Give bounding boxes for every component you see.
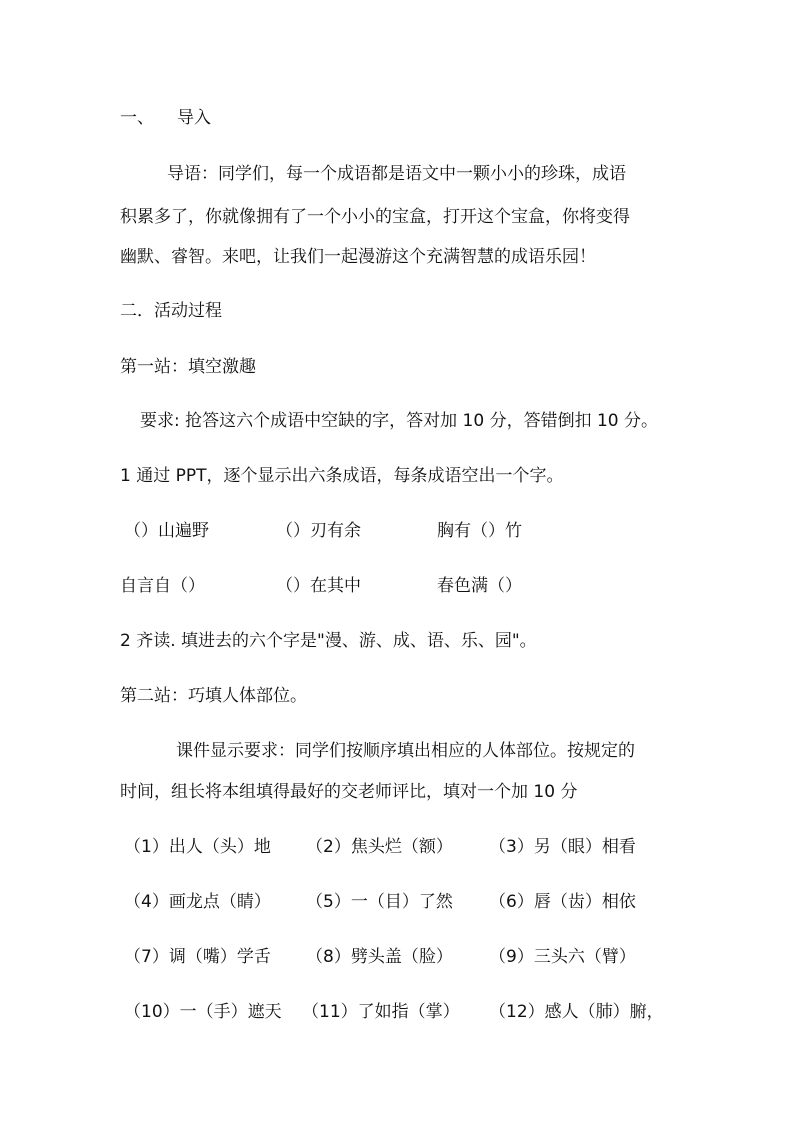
idiom-blank: 春色满（） [437,576,522,596]
body-part-item: （4）画龙点（睛） [124,892,271,912]
idiom-blank: （）在其中 [276,576,361,596]
body-part-item: （6）唇（齿）相依 [489,892,636,912]
idiom-blank: （）刃有余 [276,521,361,541]
station-1-step-1: 1 通过 PPT，逐个显示出六条成语，每条成语空出一个字。 [120,466,564,486]
station-2-title: 第二站：巧填人体部位。 [120,686,307,706]
section-2-title: 二．活动过程 [120,301,222,321]
body-part-item: （5）一（目）了然 [306,892,453,912]
body-part-item: （8）劈头盖（脸） [306,947,453,967]
station-1-step-2: 2 齐读. 填进去的六个字是"漫、游、成、语、乐、园"。 [120,631,537,651]
station-1-title: 第一站：填空激趣 [120,357,256,377]
body-part-item: （10）一（手）遮天 [124,1002,282,1022]
intro-line-1: 导语：同学们，每一个成语都是语文中一颗小小的珍珠，成语 [167,164,626,184]
idiom-blank: 胸有（）竹 [437,521,522,541]
body-part-item: （7）调（嘴）学舌 [124,947,271,967]
section-1-number: 一、 [120,108,154,128]
station-1-requirement: 要求: 抢答这六个成语中空缺的字，答对加 10 分，答错倒扣 10 分。 [140,411,659,431]
body-part-item: （12）感人（肺）腑， [489,1002,664,1022]
body-part-item: （3）另（眼）相看 [489,837,636,857]
station-2-requirement-line-2: 时间，组长将本组填得最好的交老师评比，填对一个加 10 分 [120,782,578,802]
idiom-blank: （）山遍野 [124,521,209,541]
station-2-requirement-line-1: 课件显示要求：同学们按顺序填出相应的人体部位。按规定的 [176,741,635,761]
idiom-blank: 自言自（） [120,576,205,596]
section-1-title: 导入 [177,108,211,128]
body-part-item: （11）了如指（掌） [302,1002,460,1022]
intro-line-3: 幽默、睿智。来吧，让我们一起漫游这个充满智慧的成语乐园！ [120,247,596,267]
body-part-item: （9）三头六（臂） [489,947,636,967]
body-part-item: （2）焦头烂（额） [306,837,453,857]
body-part-item: （1）出人（头）地 [124,837,271,857]
intro-line-2: 积累多了，你就像拥有了一个小小的宝盒，打开这个宝盒，你将变得 [120,207,630,227]
